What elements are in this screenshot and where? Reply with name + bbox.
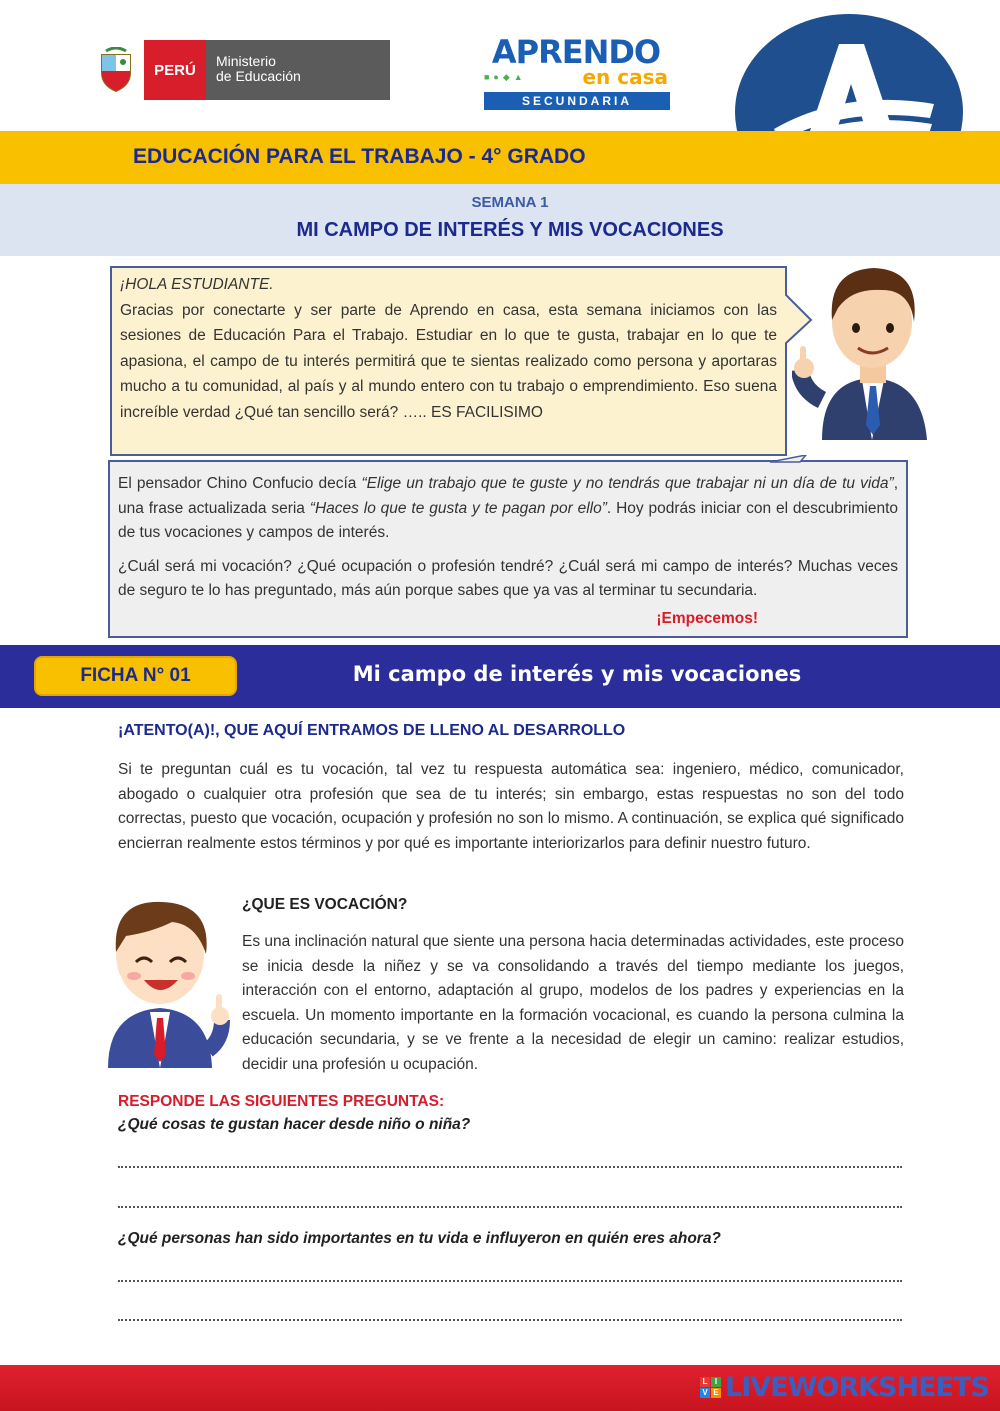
liveworksheets-brand: LIVEWORKSHEETS: [725, 1372, 989, 1403]
quote-2: “Haces lo que te gusta y te pagan por ello”: [309, 499, 607, 517]
answer-line-3[interactable]: [118, 1280, 902, 1282]
answer-line-2[interactable]: [118, 1206, 902, 1208]
intro-paragraph: Si te preguntan cuál es tu vocación, tal vez tu respuesta automática sea: ingeniero, médico, comunicador, abogado o cualquier otra profesión que sea de tu interés; sin embargo, estas respuestas no son del todo correctas, puesto que vocación, ocupación y profesión no son lo mismo. A continuación, se explica qué significado encierran realmente estos términos y por qué es importante interiorizarlos para definir nuestro futuro.: [118, 761, 904, 852]
en-casa-word: en casa: [582, 65, 668, 89]
greeting-text: Gracias por conectarte y ser parte de Aprendo en casa, esta semana iniciamos con las sesiones de Educación Para el Trabajo. Estudiar en lo que te gusta, trabajar en lo que te apasiona, el campo de tu interés permitirá que te sientas realizado como persona y aportaras mucho a tu comunidad, al país y al mundo entero con tu trabajo o emprendimiento. Eso suena increíble verdad ¿Qué tan sencillo será? ….. ES FACILISIMO: [120, 301, 777, 421]
section-heading: ¡ATENTO(A)!, QUE AQUÍ ENTRAMOS DE LLENO AL DESARROLLO: [118, 722, 626, 739]
teacher-illustration-icon: [792, 250, 942, 440]
vocacion-paragraph: Es una inclinación natural que siente una persona hacia determinadas actividades, este proceso se inicia desde la niñez y se va consolidando a través del tiempo mediante los juegos, interacción con el entorno, adaptación al grupo, modelos de los padres y experiencias en la escuela. Un momento importante en la formación vocacional, es cuando la persona culmina la educación secundaria, y se ve frente a la necesidad de elegir un camino: realizar estudios, decidir una profesión u ocupación.: [242, 933, 904, 1073]
ministerio-logo: [88, 40, 390, 100]
week-band: [0, 184, 1000, 256]
decorative-shapes-icon: ■●◆▲: [484, 72, 527, 82]
questions-paragraph: ¿Cuál será mi vocación? ¿Qué ocupación o profesión tendré? ¿Cuál será mi campo de interés? Muchas veces de seguro te lo has preguntado, más aún porque sabes que ya vas al terminar tu secundaria.: [118, 557, 898, 599]
empecemos-label: ¡Empecemos!: [656, 609, 758, 627]
session-title: MI CAMPO DE INTERÉS Y MIS VOCACIONES: [296, 219, 724, 241]
liveworksheets-logo: [700, 1372, 989, 1403]
ministerio-label: Ministerio de Educación: [206, 40, 390, 100]
confucio-paragraph: El pensador Chino Confucio decía “Elige un trabajo que te guste y no tendrás que trabajar ni un día de tu vida”, una frase actualizada seria “Haces lo que te gusta y te pagan por ello”. Hoy podrás iniciar con el descubrimiento de tus vocaciones y campos de interés.: [118, 475, 899, 541]
greeting: ¡HOLA ESTUDIANTE.: [120, 276, 274, 293]
aprendo-en-casa-logo: [480, 33, 672, 112]
secundaria-word: SECUNDARIA: [484, 92, 670, 110]
peru-coat-of-arms-icon: [88, 40, 144, 100]
greeting-box: [110, 266, 787, 456]
student-boy-illustration-icon: [100, 890, 232, 1068]
liveworksheets-tiles-icon: L I V E: [700, 1377, 721, 1398]
week-label: SEMANA 1: [471, 194, 549, 211]
question-2: ¿Qué personas han sido importantes en tu vida e influyeron en quién eres ahora?: [118, 1230, 721, 1247]
answer-line-1[interactable]: [118, 1166, 902, 1168]
answer-line-4[interactable]: [118, 1319, 902, 1321]
ficha-title: Mi campo de interés y mis vocaciones: [352, 662, 802, 686]
questions-heading: RESPONDE LAS SIGUIENTES PREGUNTAS:: [118, 1093, 445, 1110]
speech-tail-icon: [770, 455, 810, 467]
que-es-vocacion-heading: ¿QUE ES VOCACIÓN?: [242, 896, 408, 913]
course-title-band: [0, 131, 1000, 184]
aprendo-word: APRENDO: [491, 33, 661, 71]
quote-1: “Elige un trabajo que te guste y no tendrás que trabajar ni un día de tu vida”: [361, 475, 894, 492]
peru-label: PERÚ: [144, 40, 206, 100]
question-1: ¿Qué cosas te gustan hacer desde niño o niña?: [118, 1116, 471, 1133]
ficha-number: FICHA N° 01: [34, 656, 237, 696]
course-title: EDUCACIÓN PARA EL TRABAJO - 4° GRADO: [133, 145, 586, 168]
quote-box: [108, 460, 908, 638]
